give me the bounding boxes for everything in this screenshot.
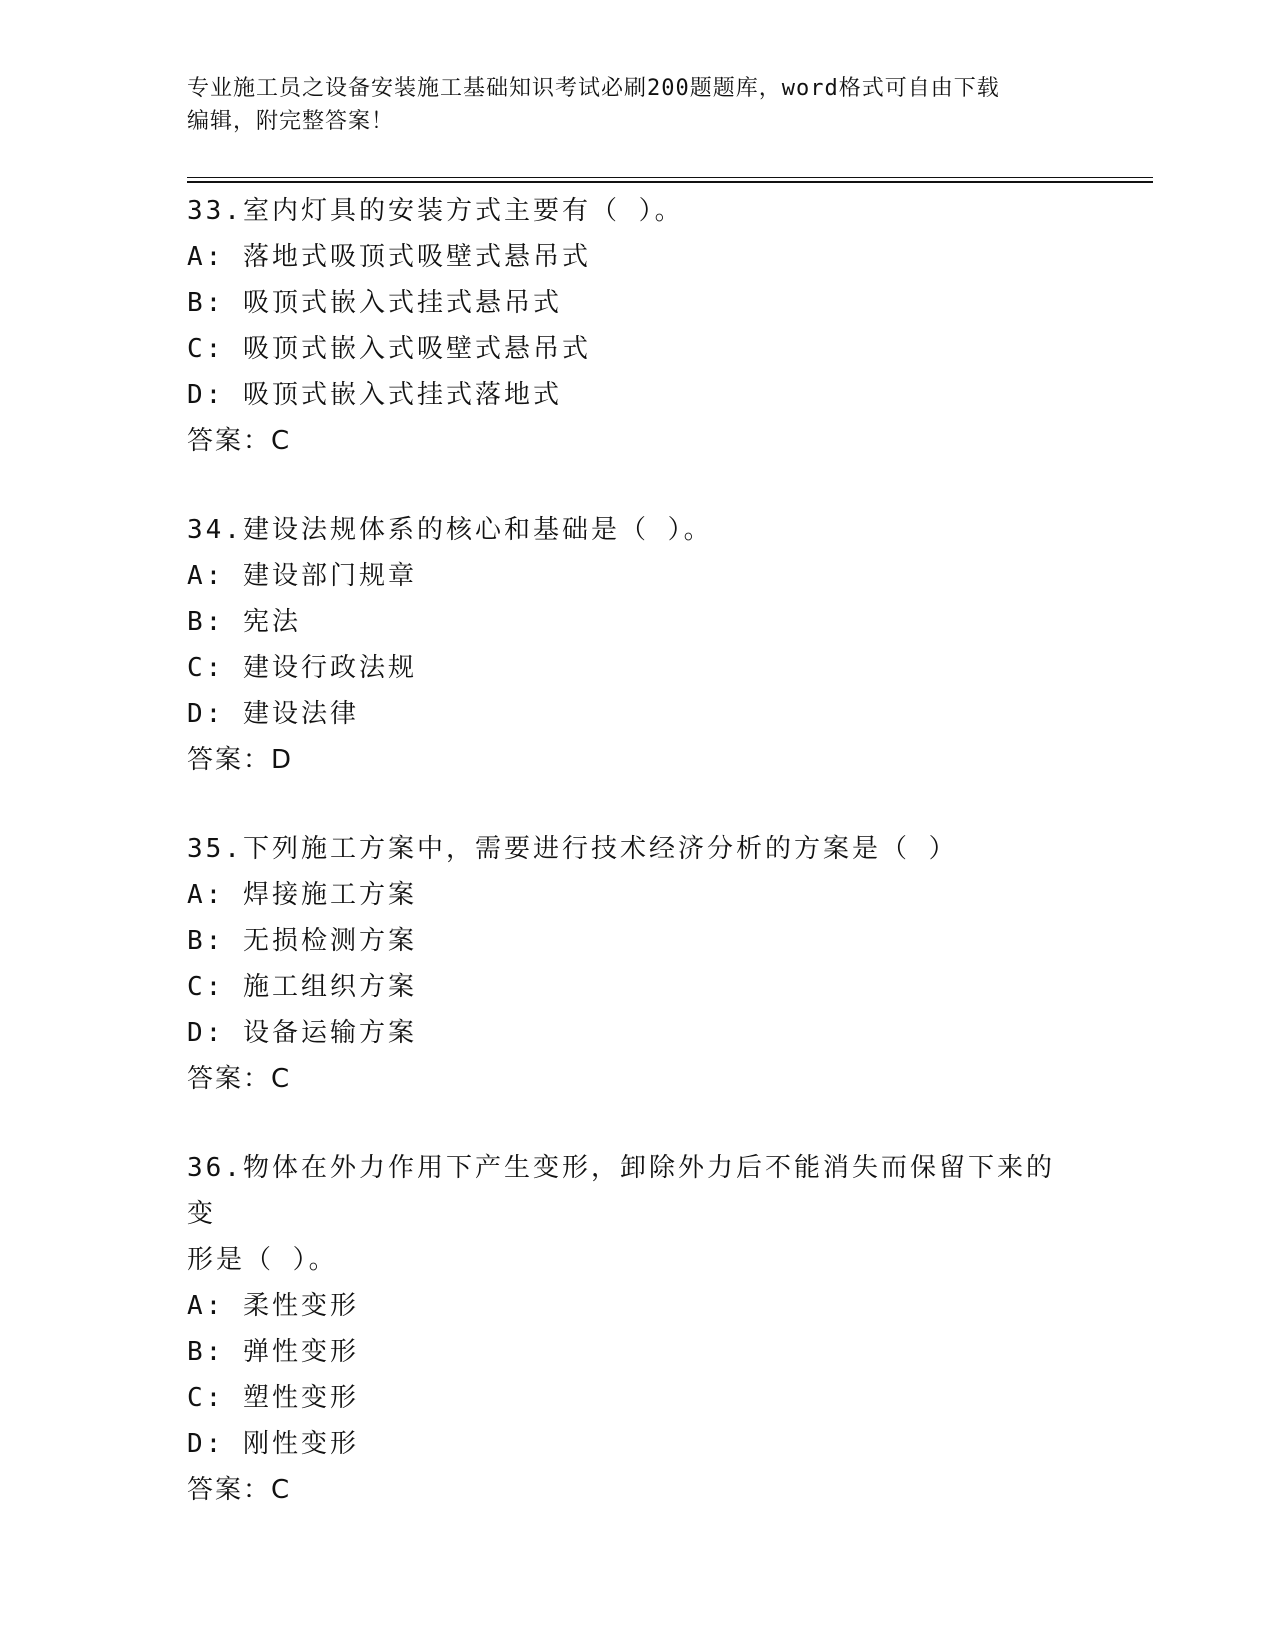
document-header bbox=[187, 72, 1067, 138]
option-d: D: 吸顶式嵌入式挂式落地式 bbox=[187, 380, 562, 410]
option-b: B: 宪法 bbox=[187, 607, 301, 637]
question-34 bbox=[187, 507, 1087, 783]
answer-label: 答案：C bbox=[187, 426, 292, 456]
header-title-line-1: 专业施工员之设备安装施工基础知识考试必刷200题题库，word格式可自由下载 bbox=[187, 76, 1000, 101]
option-d: D: 建设法律 bbox=[187, 699, 359, 729]
question-stem: 35.下列施工方案中，需要进行技术经济分析的方案是（ ） bbox=[187, 834, 958, 864]
question-list bbox=[187, 188, 1087, 1556]
question-35 bbox=[187, 826, 1087, 1102]
option-a: A: 柔性变形 bbox=[187, 1291, 359, 1321]
header-divider-thick bbox=[187, 181, 1153, 183]
option-c: C: 塑性变形 bbox=[187, 1383, 359, 1413]
header-title-line-2: 编辑，附完整答案！ bbox=[187, 109, 395, 134]
option-c: C: 施工组织方案 bbox=[187, 972, 417, 1002]
option-a: A: 落地式吸顶式吸壁式悬吊式 bbox=[187, 242, 591, 272]
answer-label: 答案：C bbox=[187, 1064, 292, 1094]
option-a: A: 建设部门规章 bbox=[187, 561, 417, 591]
option-c: C: 建设行政法规 bbox=[187, 653, 417, 683]
option-b: B: 无损检测方案 bbox=[187, 926, 417, 956]
option-d: D: 设备运输方案 bbox=[187, 1018, 417, 1048]
question-stem: 33.室内灯具的安装方式主要有（ ）。 bbox=[187, 196, 684, 226]
option-b: B: 吸顶式嵌入式挂式悬吊式 bbox=[187, 288, 562, 318]
question-stem-continuation: 形是（ ）。 bbox=[187, 1245, 338, 1275]
option-a: A: 焊接施工方案 bbox=[187, 880, 417, 910]
option-b: B: 弹性变形 bbox=[187, 1337, 359, 1367]
question-36 bbox=[187, 1145, 1087, 1513]
header-divider-thin bbox=[187, 177, 1153, 178]
question-33 bbox=[187, 188, 1087, 464]
option-d: D: 刚性变形 bbox=[187, 1429, 359, 1459]
question-stem: 36.物体在外力作用下产生变形，卸除外力后不能消失而保留下来的变 bbox=[187, 1153, 1055, 1229]
answer-label: 答案：D bbox=[187, 745, 294, 775]
answer-label: 答案：C bbox=[187, 1475, 292, 1505]
question-stem: 34.建设法规体系的核心和基础是（ ）。 bbox=[187, 515, 713, 545]
option-c: C: 吸顶式嵌入式吸壁式悬吊式 bbox=[187, 334, 591, 364]
